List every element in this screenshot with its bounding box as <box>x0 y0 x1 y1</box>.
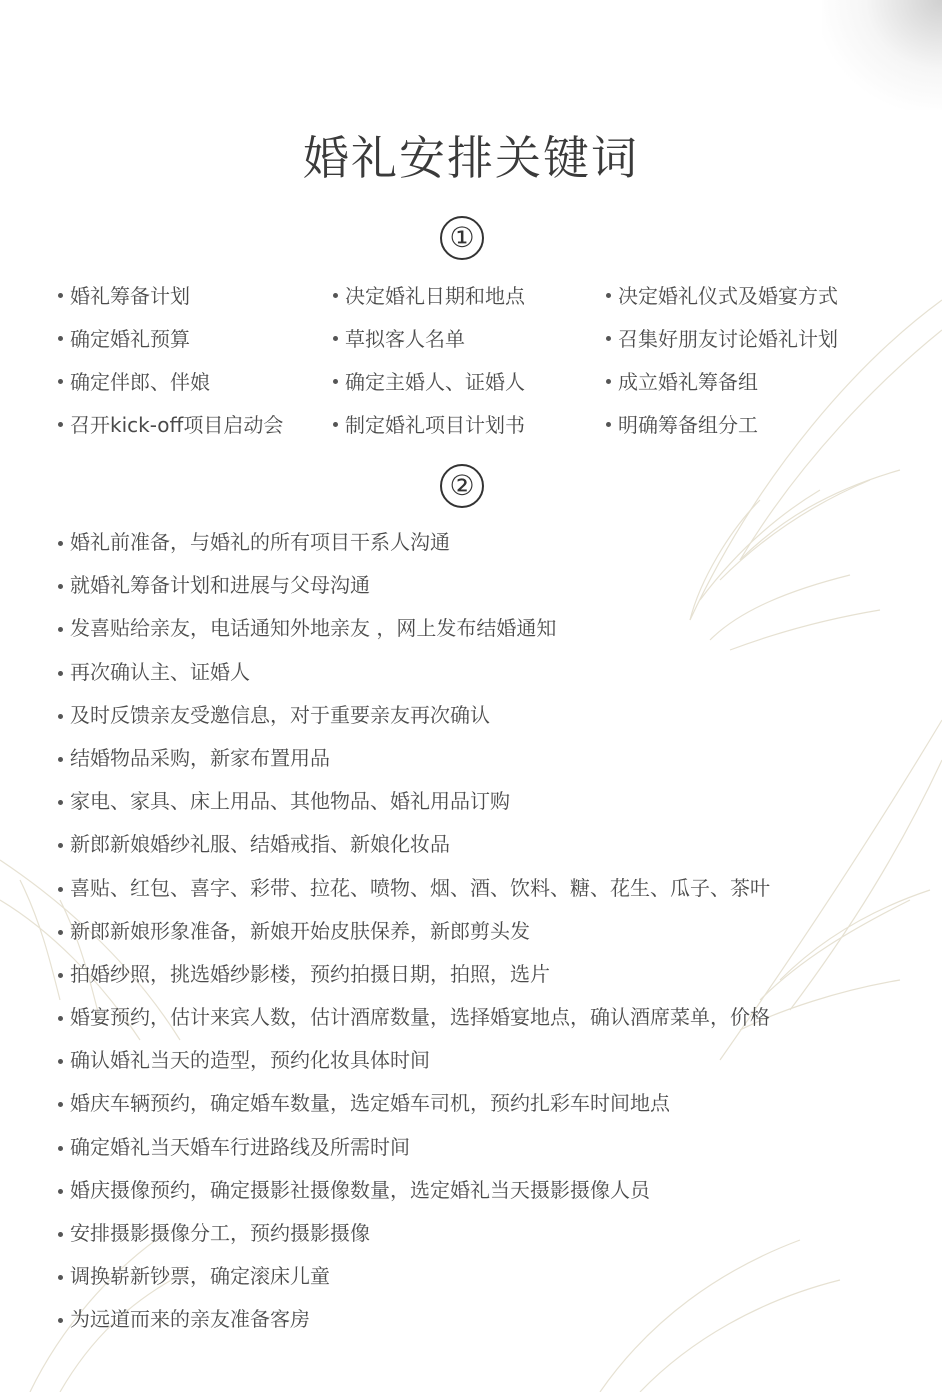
item-label: 确定伴郎、伴娘 <box>70 369 210 394</box>
list-item <box>58 1131 898 1174</box>
item-label: 及时反馈亲友受邀信息，对于重要亲友再次确认 <box>70 702 490 727</box>
corner-shadow <box>822 0 942 110</box>
list-item <box>333 364 606 396</box>
list-item <box>333 321 606 353</box>
bullet-icon <box>58 584 63 589</box>
list-item <box>58 321 333 353</box>
list-item <box>58 278 333 310</box>
list-item <box>606 364 896 396</box>
bullet-icon <box>606 293 611 298</box>
bullet-icon <box>333 422 338 427</box>
item-label: 调换崭新钞票，确定滚床儿童 <box>70 1264 330 1289</box>
bullet-icon <box>333 293 338 298</box>
item-label: 确定婚礼预算 <box>70 326 190 351</box>
list-item <box>58 526 898 569</box>
item-label: 确定主婚人、证婚人 <box>345 369 525 394</box>
list-item <box>58 1260 898 1303</box>
item-label: 婚宴预约，估计来宾人数，估计酒席数量，选择婚宴地点，确认酒席菜单，价格 <box>70 1005 770 1030</box>
item-label: 制定婚礼项目计划书 <box>345 412 525 437</box>
bullet-icon <box>58 1059 63 1064</box>
item-label: 召开kick-off项目启动会 <box>70 412 284 437</box>
item-label: 明确筹备组分工 <box>618 412 758 437</box>
item-label: 喜贴、红包、喜字、彩带、拉花、喷物、烟、酒、饮料、糖、花生、瓜子、茶叶 <box>70 875 770 900</box>
list-item <box>58 1303 898 1346</box>
list-item <box>58 742 898 785</box>
list-item <box>58 364 333 396</box>
list-item <box>58 1087 898 1130</box>
item-label: 发喜贴给亲友，电话通知外地亲友 ，网上发布结婚通知 <box>70 616 557 641</box>
bullet-icon <box>58 627 63 632</box>
list-item <box>606 321 896 353</box>
bullet-icon <box>58 757 63 762</box>
item-label: 再次确认主、证婚人 <box>70 659 250 684</box>
item-label: 新郎新娘婚纱礼服、结婚戒指、新娘化妆品 <box>70 832 450 857</box>
item-label: 决定婚礼日期和地点 <box>345 283 525 308</box>
list-item <box>58 656 898 699</box>
list-item <box>58 407 333 439</box>
item-label: 确认婚礼当天的造型，预约化妆具体时间 <box>70 1048 430 1073</box>
item-label: 婚礼前准备，与婚礼的所有项目干系人沟通 <box>70 530 450 554</box>
list-item <box>58 872 898 915</box>
bullet-icon <box>333 336 338 341</box>
bullet-icon <box>606 422 611 427</box>
item-label: 召集好朋友讨论婚礼计划 <box>618 326 838 351</box>
list-item <box>333 278 606 310</box>
list-item <box>58 1001 898 1044</box>
item-label: 新郎新娘形象准备，新娘开始皮肤保养，新郎剪头发 <box>70 918 530 943</box>
bullet-icon <box>58 336 63 341</box>
item-label: 拍婚纱照，挑选婚纱影楼，预约拍摄日期，拍照，选片 <box>70 961 550 986</box>
item-label: 结婚物品采购，新家布置用品 <box>70 745 330 770</box>
list-item <box>58 569 898 612</box>
section-2-keyword-list <box>58 526 898 1347</box>
bullet-icon <box>58 293 63 298</box>
bullet-icon <box>58 973 63 978</box>
list-item <box>606 278 896 310</box>
list-item <box>58 612 898 655</box>
item-label: 决定婚礼仪式及婚宴方式 <box>618 283 838 308</box>
item-label: 婚庆车辆预约，确定婚车数量，选定婚车司机，预约扎彩车时间地点 <box>70 1091 670 1116</box>
bullet-icon <box>58 843 63 848</box>
bullet-icon <box>58 714 63 719</box>
item-label: 婚庆摄像预约，确定摄影社摄像数量，选定婚礼当天摄影摄像人员 <box>70 1177 650 1202</box>
bullet-icon <box>58 930 63 935</box>
list-item <box>58 915 898 958</box>
list-item <box>58 785 898 828</box>
list-item <box>606 407 896 439</box>
bullet-icon <box>58 379 63 384</box>
page-title: 婚礼安排关键词 <box>303 131 639 185</box>
item-label: 就婚礼筹备计划和进展与父母沟通 <box>70 573 370 598</box>
section-1-keyword-grid <box>58 278 898 450</box>
item-label: 为远道而来的亲友准备客房 <box>70 1307 310 1332</box>
bullet-icon <box>333 379 338 384</box>
bullet-icon <box>58 541 63 546</box>
bullet-icon <box>58 422 63 427</box>
item-label: 草拟客人名单 <box>345 326 465 351</box>
bullet-icon <box>58 1318 63 1323</box>
bullet-icon <box>58 1146 63 1151</box>
bullet-icon <box>58 800 63 805</box>
list-item <box>58 1044 898 1087</box>
section-2-number: ② <box>440 464 484 508</box>
list-item <box>333 407 606 439</box>
item-label: 确定婚礼当天婚车行进路线及所需时间 <box>70 1134 410 1159</box>
list-item <box>58 1174 898 1217</box>
bullet-icon <box>58 1102 63 1107</box>
bullet-icon <box>58 1016 63 1021</box>
list-item <box>58 958 898 1001</box>
bullet-icon <box>58 1189 63 1194</box>
list-item <box>58 828 898 871</box>
section-1-number: ① <box>440 216 484 260</box>
item-label: 成立婚礼筹备组 <box>618 369 758 394</box>
bullet-icon <box>606 379 611 384</box>
list-item <box>58 1217 898 1260</box>
bullet-icon <box>58 671 63 676</box>
item-label: 家电、家具、床上用品、其他物品、婚礼用品订购 <box>70 789 510 814</box>
bullet-icon <box>58 1275 63 1280</box>
list-item <box>58 699 898 742</box>
item-label: 安排摄影摄像分工，预约摄影摄像 <box>70 1221 370 1245</box>
bullet-icon <box>606 336 611 341</box>
bullet-icon <box>58 887 63 892</box>
bullet-icon <box>58 1232 63 1237</box>
item-label: 婚礼筹备计划 <box>70 283 190 308</box>
